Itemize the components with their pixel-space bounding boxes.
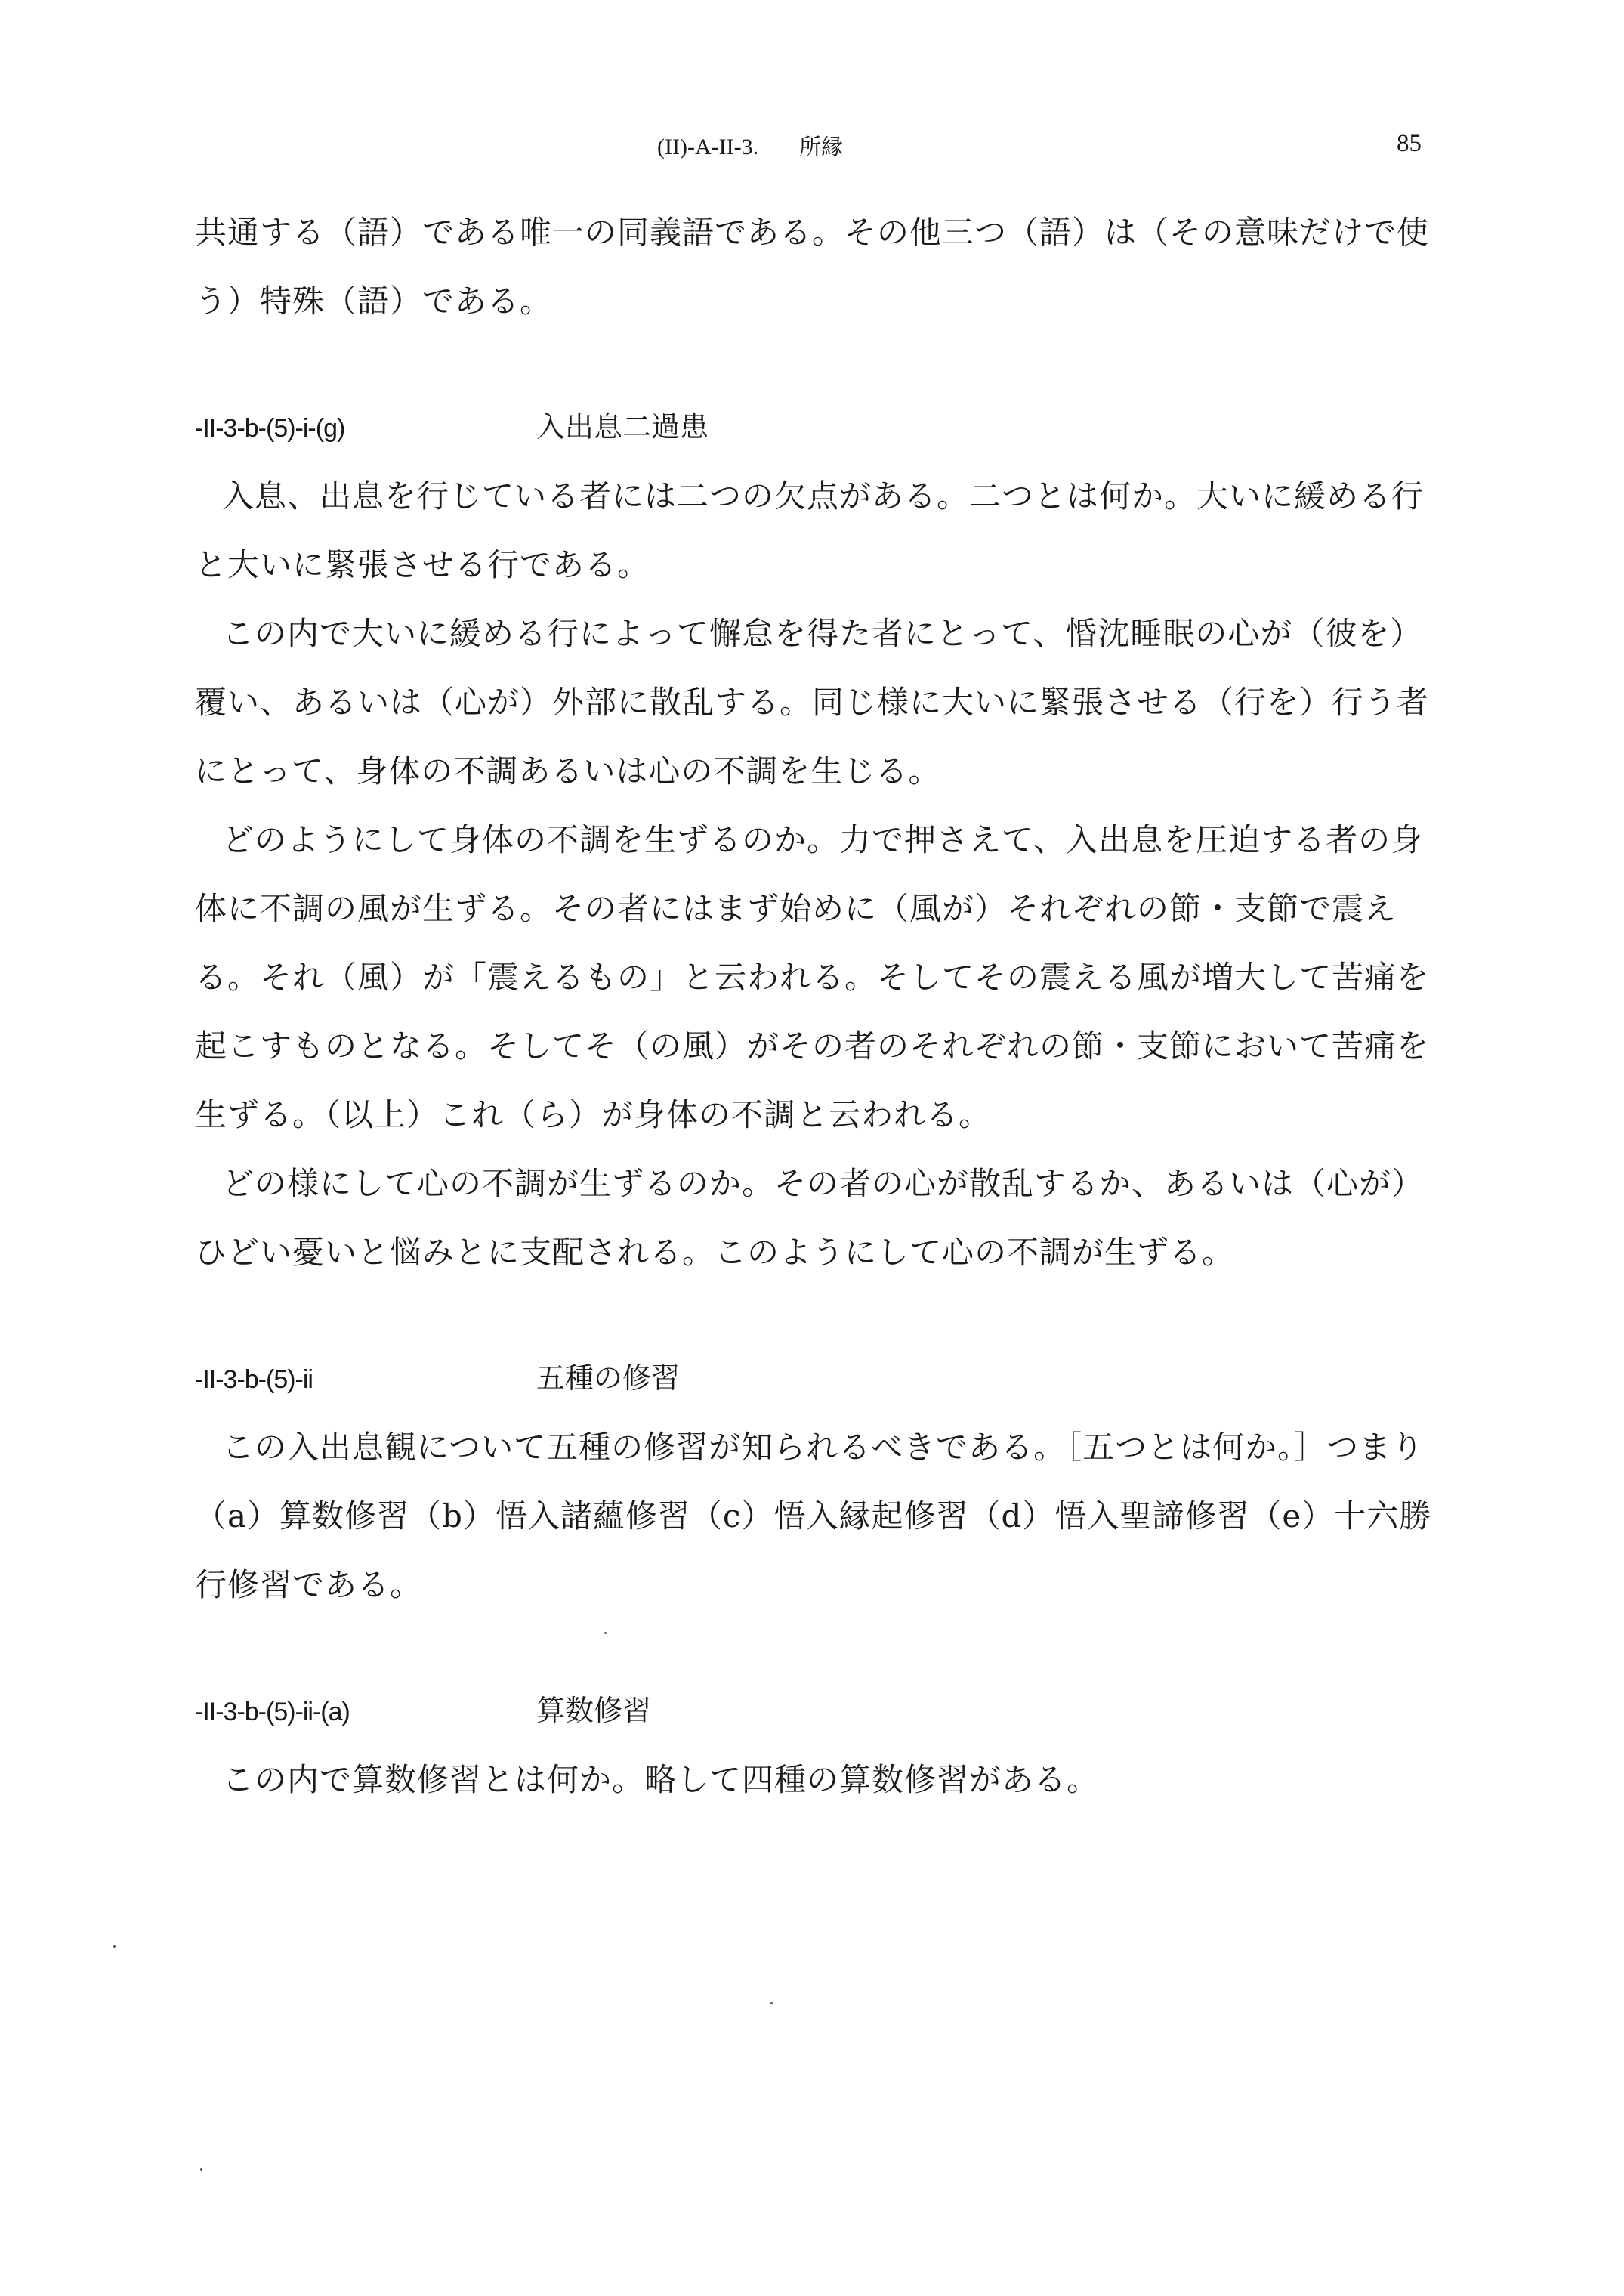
section-heading — [195, 393, 1455, 462]
body-paragraph: この入出息観について五種の修習が知られるべきである。［五つとは何か。］つまり（a）算数修習（b）悟入諸蘊修習（c）悟入縁起修習（d）悟入聖諦修習（e）十六勝行修習である。 — [195, 1429, 1432, 1603]
body-paragraph: この内で算数修習とは何か。略して四種の算数修習がある。 — [222, 1761, 1100, 1798]
body-paragraph: 入息、出息を行じている者には二つの欠点がある。二つとは何か。大いに緩める行と大いに緊張させる行である。 — [195, 477, 1425, 583]
running-head-title: 所縁 — [799, 134, 844, 159]
page-body — [195, 198, 1455, 1814]
scan-speck — [604, 1632, 607, 1634]
section-id: -II-3-b-(5)-ii-(a) — [195, 1698, 350, 1726]
body-paragraph: 共通する（語）である唯一の同義語である。その他三つ（語）は（その意味だけで使う）特殊（語）である。 — [195, 214, 1430, 320]
section-id: -II-3-b-(5)-i-(g) — [195, 414, 345, 443]
section-id: -II-3-b-(5)-ii — [195, 1365, 313, 1394]
scan-speck — [113, 1945, 116, 1948]
body-paragraph: どの様にして心の不調が生ずるのか。その者の心が散乱するか、あるいは（心が）ひどい憂いと悩みとに支配される。このようにして心の不調が生ずる。 — [195, 1165, 1425, 1271]
scan-speck — [770, 2002, 773, 2004]
page-header — [0, 130, 1624, 168]
section-heading — [195, 1344, 1455, 1413]
section-title: 算数修習 — [536, 1694, 652, 1727]
section-title: 五種の修習 — [536, 1361, 681, 1395]
running-head — [657, 130, 843, 161]
page-number: 85 — [1397, 130, 1422, 157]
body-paragraph: この内で大いに緩める行によって懈怠を得た者にとって、惛沈睡眠の心が（彼を）覆い、あるいは（心が）外部に散乱する。同じ様に大いに緊張させる（行を）行う者にとって、身体の不調あるいは心の不調を生じる。 — [195, 615, 1430, 790]
scan-speck — [200, 2168, 202, 2171]
running-head-label: (II)-A-II-3. — [657, 134, 759, 159]
body-paragraph: どのようにして身体の不調を生ずるのか。力で押さえて、入出息を圧迫する者の身体に不調の風が生ずる。その者にはまず始めに（風が）それぞれの節・支節で震える。それ（風）が「震えるもの」と云われる。そしてその震える風が増大して苦痛を起こすものとなる。そしてそ（の風）がその者のそれぞれの節・支節において苦痛を生ずる。（以上）これ（ら）が身体の不調と云われる。 — [195, 821, 1430, 1133]
section-title: 入出息二過患 — [536, 410, 709, 443]
section-heading — [195, 1676, 1455, 1745]
